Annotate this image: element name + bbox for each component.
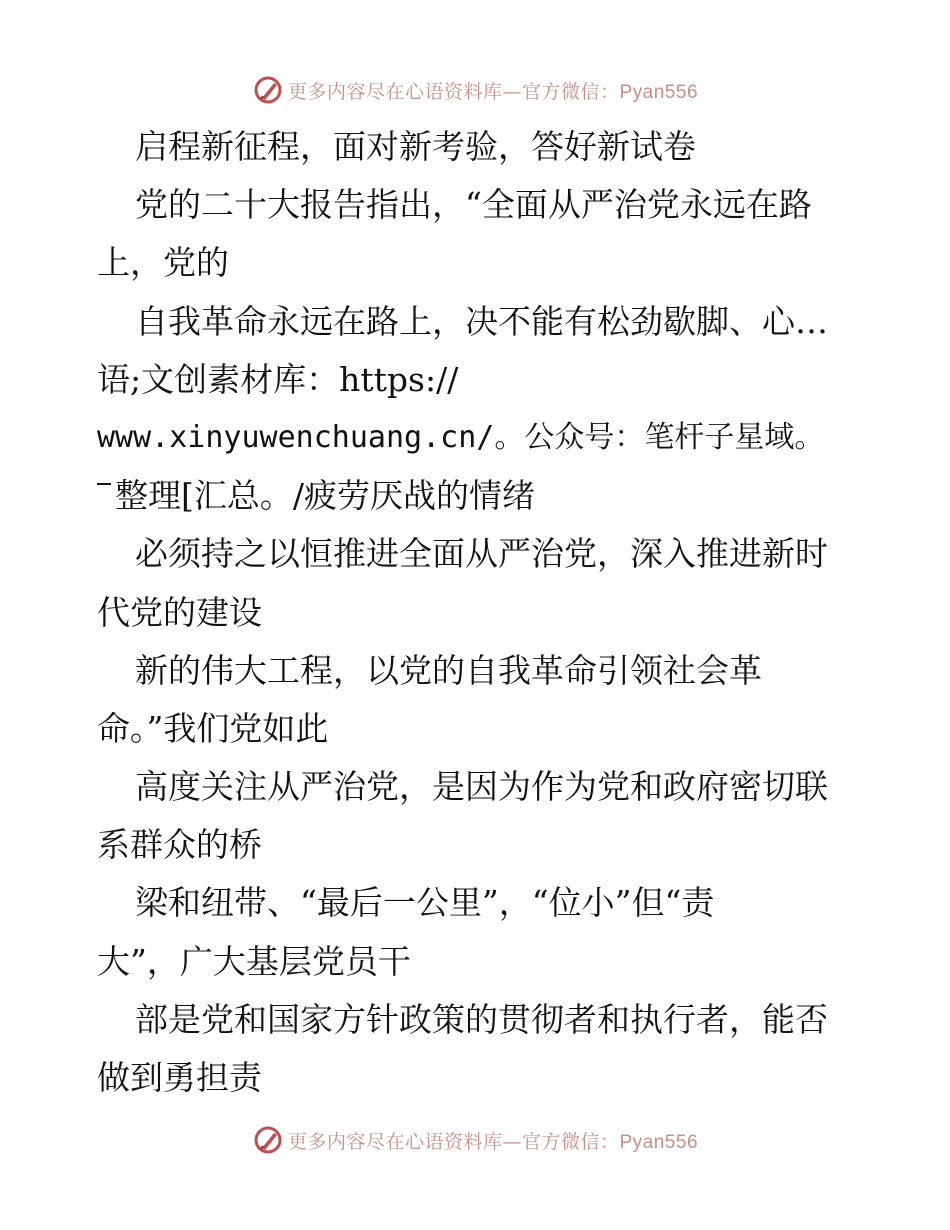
text-line: 新的伟大工程，以党的自我革命引领社会革 — [135, 650, 762, 690]
text-line: 必须持之以恒推进全面从严治党，深入推进新时 — [135, 534, 828, 574]
banner-text: 更多内容尽在心语资料库—官方微信：Pyan556 — [287, 1130, 699, 1153]
text-line: 启程新征程，面对新考验，答好新试卷 — [135, 127, 696, 166]
text-line: 大”，广大基层党员干 — [97, 941, 411, 981]
text-line: 高度关注从严治党，是因为作为党和政府密切联 — [135, 767, 828, 807]
quill-pen-logo-icon — [252, 74, 284, 106]
text-line: 代党的建设 — [97, 592, 262, 632]
document-body — [97, 118, 857, 1107]
text-line: 语;文创素材库：https:// — [97, 359, 459, 399]
text-line: 自我革命永远在路上，决不能有松劲歇脚、心… — [135, 301, 828, 341]
wechat-id: Pyan556 — [619, 1131, 699, 1153]
quill-pen-logo-icon — [252, 1124, 284, 1156]
text-line: 部是党和国家方针政策的贯彻者和执行者，能否 — [135, 999, 828, 1039]
text-line: 上，党的 — [97, 243, 229, 283]
text-line: 做到勇担责 — [97, 1058, 262, 1097]
banner-text: 更多内容尽在心语资料库—官方微信：Pyan556 — [287, 80, 699, 103]
footer-banner — [0, 1120, 950, 1160]
text-line: 党的二十大报告指出，“全面从严治党永远在路 — [135, 185, 812, 225]
header-banner — [0, 70, 950, 110]
text-line: www.xinyuwenchuang.cn/。公众号：笔杆子星域。 — [97, 419, 825, 455]
text-line: 系群众的桥 — [97, 825, 262, 865]
text-line: 命。”我们党如此 — [97, 708, 329, 748]
text-line: 梁和纽带、“最后一公里”，“位小”但“责 — [135, 883, 715, 923]
text-line: 整理[汇总。/疲劳厌战的情绪 — [97, 467, 857, 525]
wechat-id: Pyan556 — [619, 81, 699, 103]
